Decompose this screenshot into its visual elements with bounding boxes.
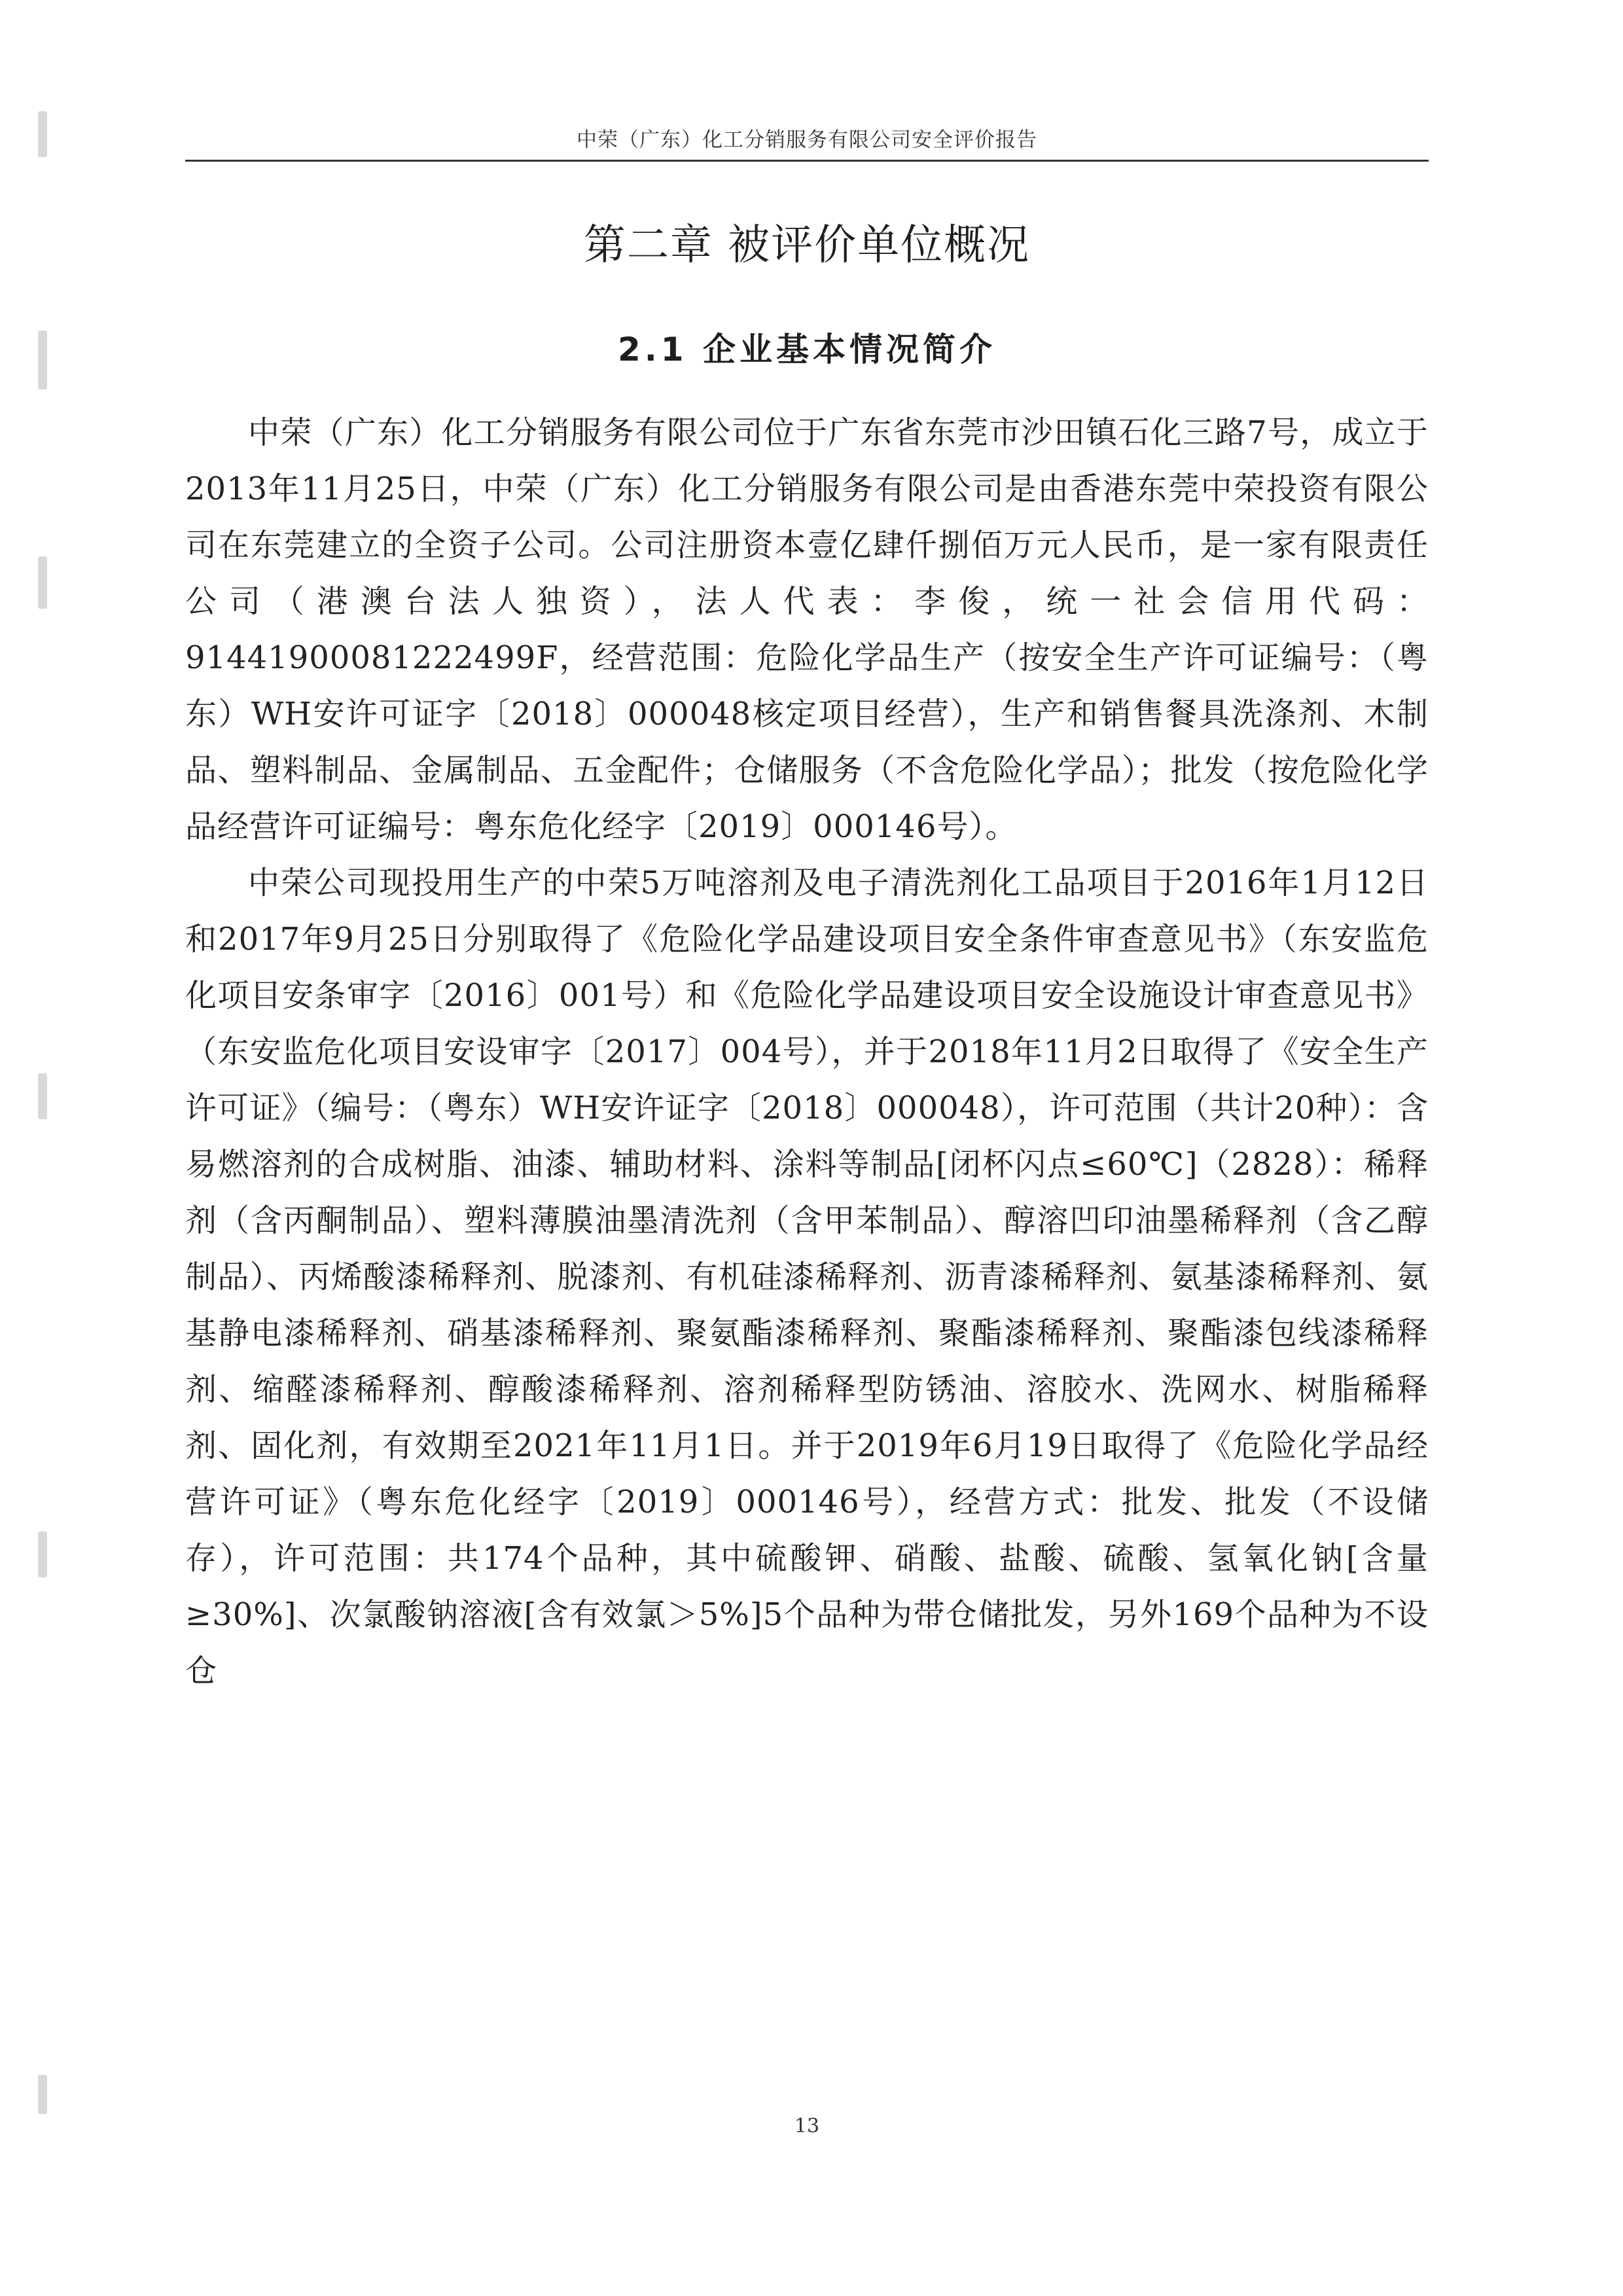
binding-mark	[38, 2075, 47, 2114]
section-title: 2.1 企业基本情况简介	[618, 331, 996, 368]
body-text	[185, 404, 1429, 1699]
paragraph-company-profile: 中荣（广东）化工分销服务有限公司位于广东省东莞市沙田镇石化三路7号，成立于2013年11月25日，中荣（广东）化工分销服务有限公司是由香港东莞中荣投资有限公司在东莞建立的全资子公司。公司注册资本壹亿肆仟捌佰万元人民币，是一家有限责任公司（港澳台法人独资），法人代表：李俊，统一社会信用代码：91441900081222499F，经营范围：危险化学品生产（按安全生产许可证编号：（粤东）WH安许可证字〔2018〕000048核定项目经营），生产和销售餐具洗涤剂、木制品、塑料制品、金属制品、五金配件；仓储服务（不含危险化学品）；批发（按危险化学品经营许可证编号：粤东危化经字〔2019〕000146号）。	[185, 414, 1429, 845]
binding-mark	[38, 331, 47, 389]
page-number: 13	[794, 2115, 820, 2138]
running-header: 中荣（广东）化工分销服务有限公司安全评价报告	[577, 128, 1037, 152]
chapter-title: 第二章 被评价单位概况	[583, 221, 1031, 270]
binding-mark	[38, 1073, 47, 1119]
binding-mark	[38, 111, 47, 157]
paragraph-licenses: 中荣公司现投用生产的中荣5万吨溶剂及电子清洗剂化工品项目于2016年1月12日和2017年9月25日分别取得了《危险化学品建设项目安全条件审查意见书》（东安监危化项目安条审字〔2016〕001号）和《危险化学品建设项目安全设施设计审查意见书》（东安监危化项目安设审字〔2017〕004号），并于2018年11月2日取得了《安全生产许可证》（编号：（粤东）WH安许证字〔2018〕000048），许可范围（共计20种）：含易燃溶剂的合成树脂、油漆、辅助材料、涂料等制品[闭杯闪点≤60℃]（2828）：稀释剂（含丙酮制品）、塑料薄膜油墨清洗剂（含甲苯制品）、醇溶凹印油墨稀释剂（含乙醇制品）、丙烯酸漆稀释剂、脱漆剂、有机硅漆稀释剂、沥青漆稀释剂、氨基漆稀释剂、氨基静电漆稀释剂、硝基漆稀释剂、聚氨酯漆稀释剂、聚酯漆稀释剂、聚酯漆包线漆稀释剂、缩醛漆稀释剂、醇酸漆稀释剂、溶剂稀释型防锈油、溶胶水、洗网水、树脂稀释剂、固化剂，有效期至2021年11月1日。并于2019年6月19日取得了《危险化学品经营许可证》（粤东危化经字〔2019〕000146号），经营方式：批发、批发（不设储存），许可范围：共174个品种，其中硫酸钾、硝酸、盐酸、硫酸、氢氧化钠[含量≥30%]、次氯酸钠溶液[含有效氯＞5%]5个品种为带仓储批发，另外169个品种为不设仓	[185, 865, 1429, 1689]
binding-mark	[38, 1532, 47, 1577]
binding-mark	[38, 556, 47, 609]
header-divider	[185, 160, 1429, 162]
